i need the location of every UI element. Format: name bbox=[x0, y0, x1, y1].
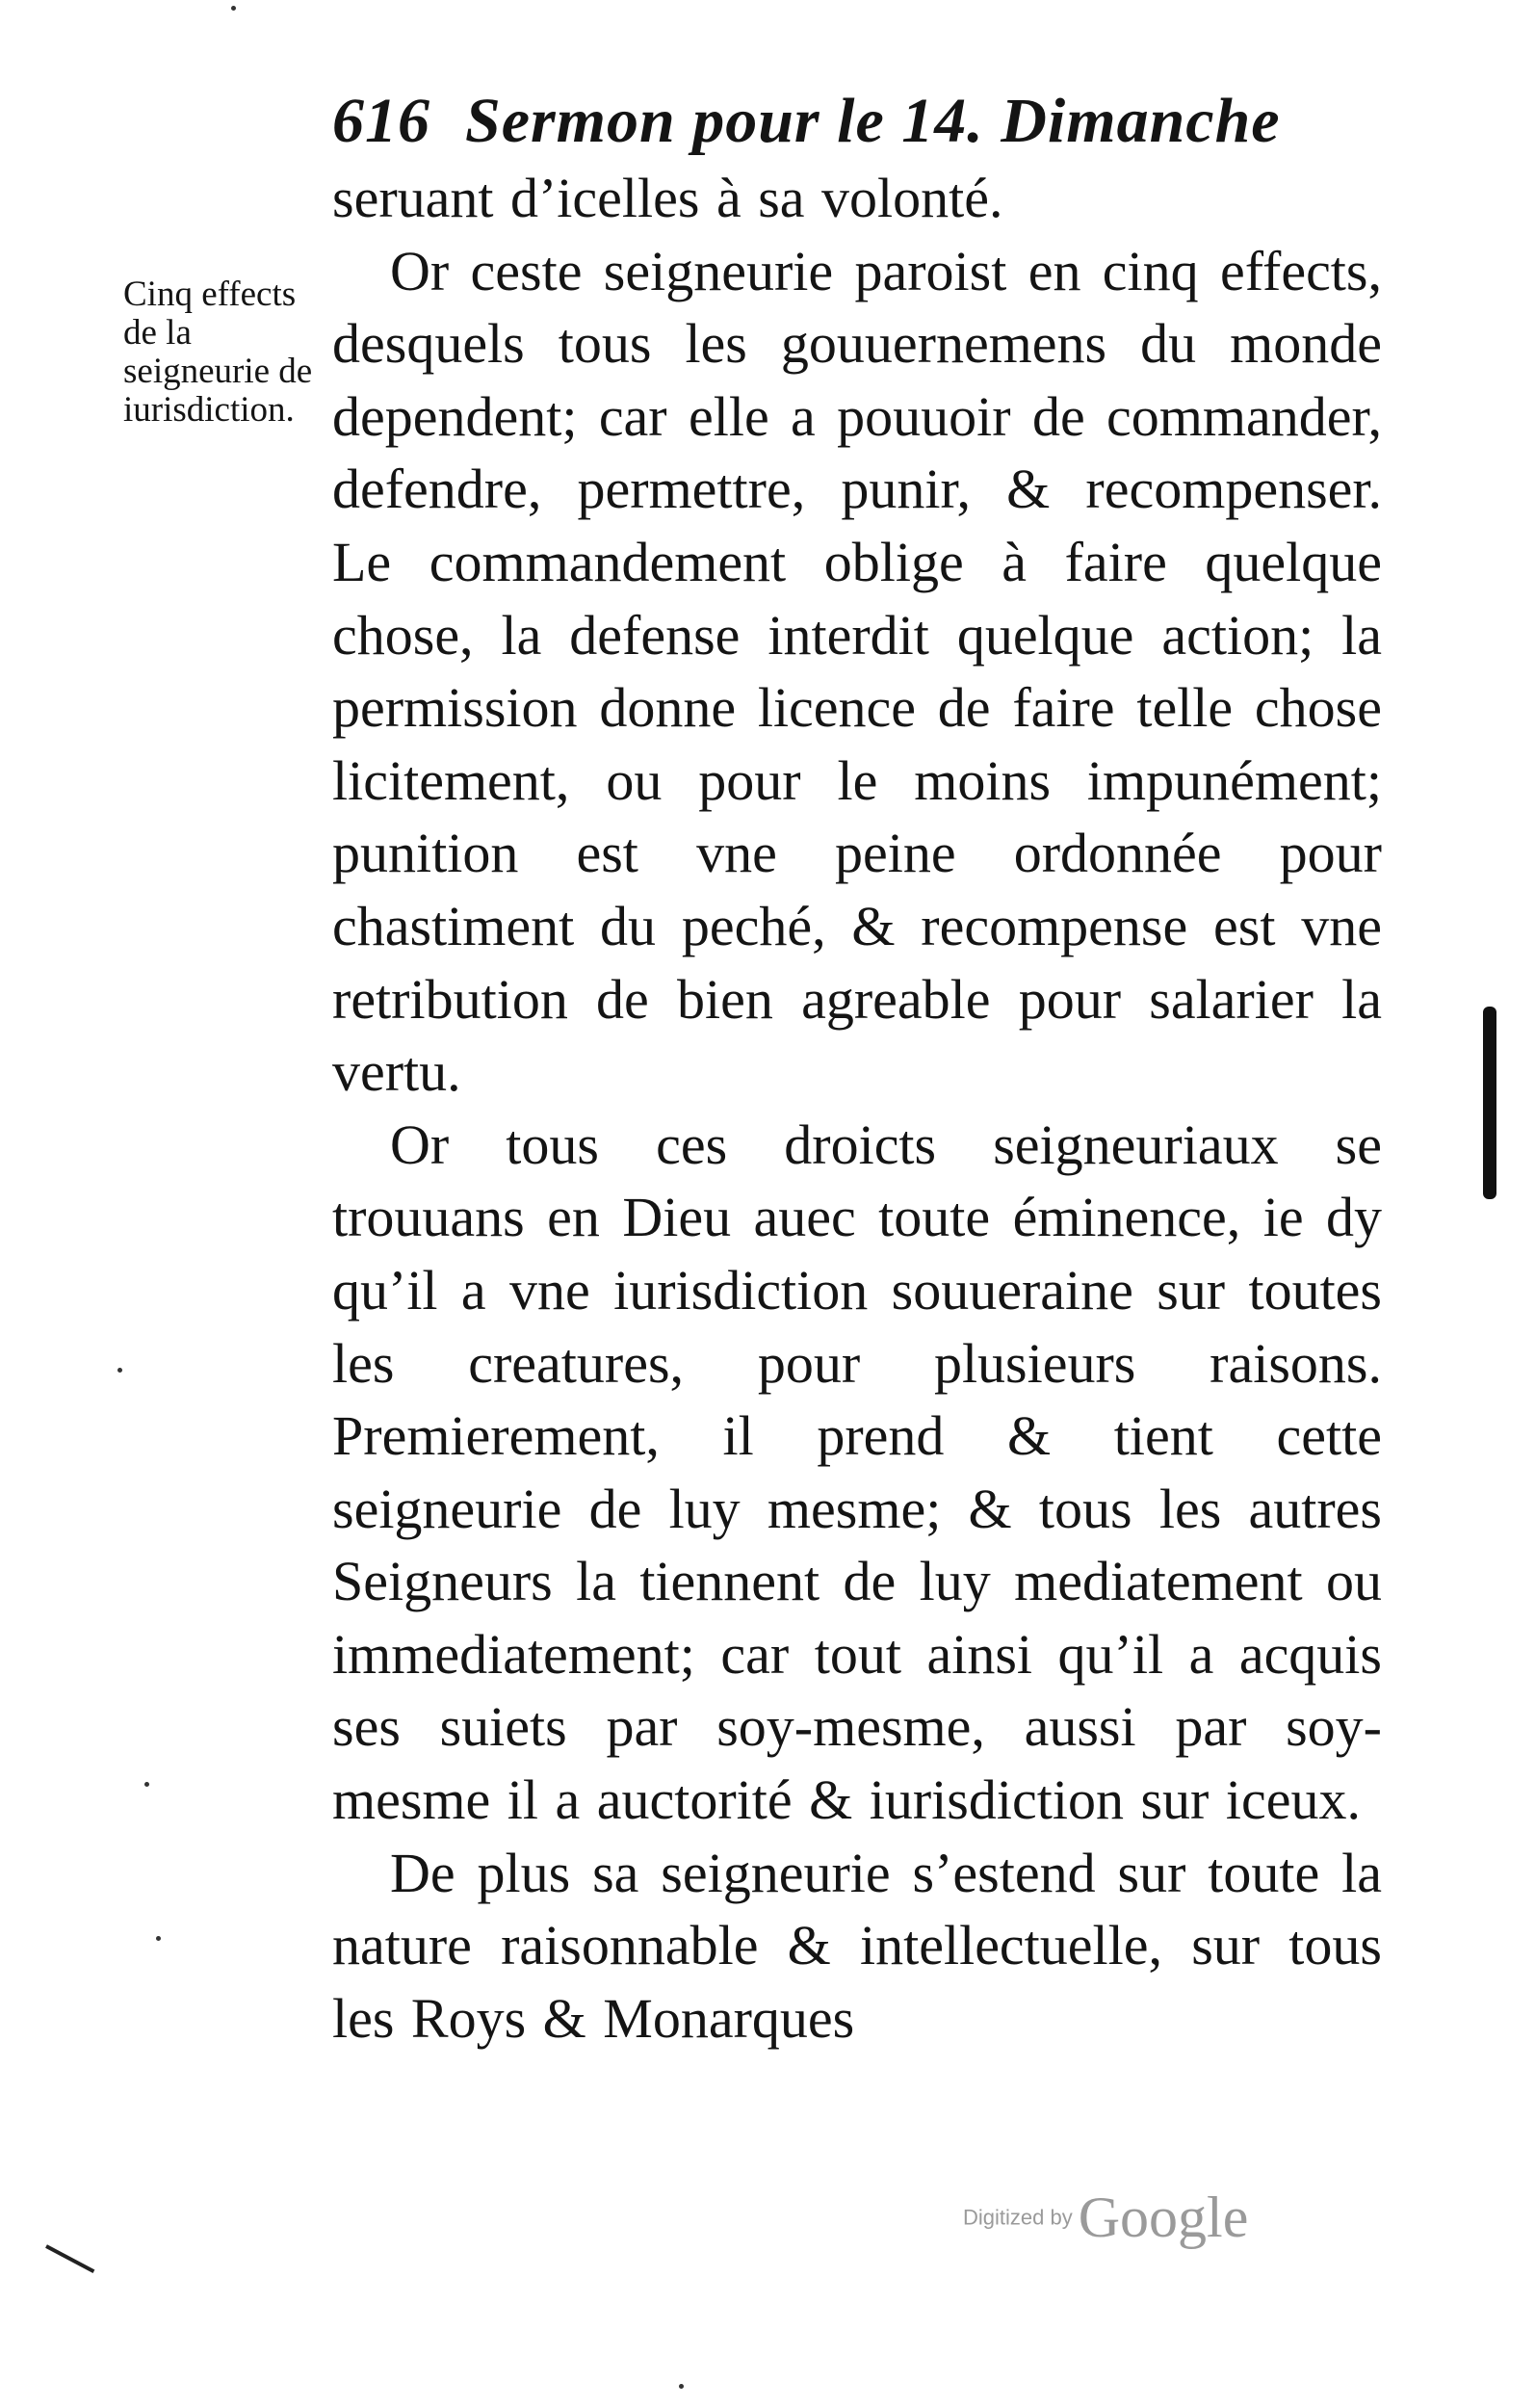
page-edge-shadow bbox=[1483, 1007, 1496, 1199]
ink-stroke bbox=[45, 2244, 94, 2273]
ink-speck bbox=[679, 2384, 684, 2389]
ink-speck bbox=[117, 1368, 122, 1373]
paragraph: De plus sa seigneurie s’estend sur toute la nature raisonnable & intellectuelle, sur tous les Roys & Monarques bbox=[332, 1841, 1382, 2050]
running-title: Sermon pour le 14. Dimanche bbox=[465, 86, 1281, 156]
ink-speck bbox=[231, 6, 236, 11]
page-number: 616 bbox=[332, 86, 430, 156]
ink-speck bbox=[144, 1782, 149, 1787]
ink-speck bbox=[156, 1936, 161, 1941]
watermark-prefix: Digitized by bbox=[963, 2205, 1073, 2230]
paragraph: Or tous ces droicts seigneuriaux se trouuans en Dieu auec toute éminence, ie dy qu’il a vne iurisdiction souueraine sur toutes les creatures, pour plusieurs raisons. Premierement, il prend & tient cette seigneurie de luy mesme; & tous les autres Seigneurs la tiennent de luy mediatement ou immediatement; car tout ainsi qu’il a acquis ses suiets par soy-mesme, aussi par soy-mesme il a auctorité & iurisdiction sur iceux. bbox=[332, 1112, 1382, 1832]
watermark-brand: Google bbox=[1078, 2186, 1249, 2249]
running-head bbox=[332, 85, 1281, 158]
paragraph: Or ceste seigneurie paroist en cinq effects, desquels tous les gouuernemens du monde dependent; car elle a pouuoir de commander, defendre, permettre, punir, & recompenser. Le commandement oblige à faire quelque chose, la defense interdit quelque action; la permission donne licence de faire telle chose licitement, ou pour le moins impunément; punition est vne peine ordonnée pour chastiment du peché, & recompense est vne retribution de bien agreable pour salarier la vertu. bbox=[332, 239, 1382, 1104]
margin-note: Cinq effects de la seigneurie de iurisdiction. bbox=[123, 275, 313, 430]
body-text bbox=[332, 162, 1382, 2055]
paragraph-continuation: seruant d’icelles à sa volonté. bbox=[332, 167, 1003, 229]
digitized-watermark bbox=[963, 2185, 1248, 2251]
